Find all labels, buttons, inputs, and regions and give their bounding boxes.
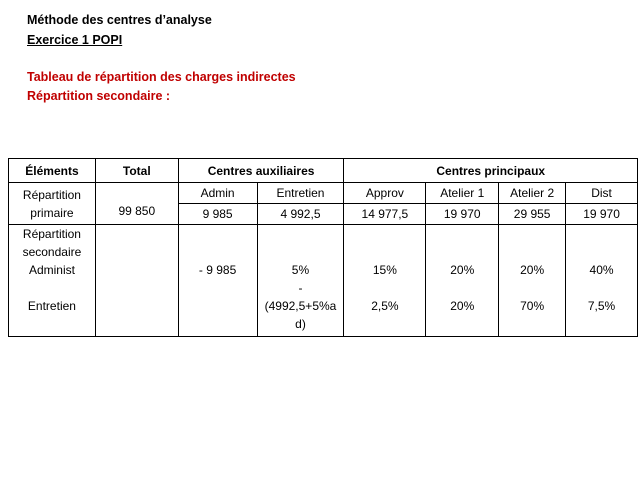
header-row [9, 159, 638, 183]
primary-label-line1: Répartition [22, 187, 81, 202]
admin-approv-value: 15% [372, 263, 397, 277]
section-label: Répartition secondaire : [27, 89, 171, 103]
document-title: Méthode des centres d’analyse [27, 13, 212, 27]
entretien-entretien-line1: - [298, 281, 303, 295]
secondary-dist [566, 225, 638, 337]
charges-table [8, 158, 638, 337]
primary-value: 4 992,5 [257, 204, 344, 225]
center-name: Atelier 2 [499, 183, 566, 204]
admin-entretien-value: 5% [291, 263, 310, 277]
secondary-entretien [257, 225, 344, 337]
primary-value: 9 985 [178, 204, 257, 225]
center-name: Approv [344, 183, 426, 204]
header-total: Total [95, 159, 178, 183]
secondary-approv [344, 225, 426, 337]
center-name: Entretien [257, 183, 344, 204]
admin-atelier2-value: 20% [520, 263, 545, 277]
admin-admin-value: - 9 985 [198, 263, 237, 277]
primary-total: 99 850 [95, 183, 178, 225]
secondary-total [95, 225, 178, 337]
entretien-dist-value: 7,5% [587, 299, 616, 313]
primary-value: 14 977,5 [344, 204, 426, 225]
table-row [9, 225, 638, 337]
entretien-entretien-line3: d) [295, 317, 306, 331]
center-name: Atelier 1 [426, 183, 499, 204]
header-elements: Éléments [9, 159, 96, 183]
header-principal-centers: Centres principaux [344, 159, 638, 183]
entretien-atelier2-value: 70% [520, 299, 545, 313]
exercise-subtitle: Exercice 1 POPI [27, 33, 123, 47]
secondary-atelier1 [426, 225, 499, 337]
center-name: Dist [566, 183, 638, 204]
secondary-label-entretien: Entretien [27, 299, 76, 313]
table-row [9, 183, 638, 204]
secondary-admin [178, 225, 257, 337]
secondary-label-admin: Administ [28, 263, 75, 277]
primary-label [9, 183, 96, 225]
secondary-atelier2 [499, 225, 566, 337]
primary-value: 19 970 [426, 204, 499, 225]
table-caption: Tableau de répartition des charges indirectes [27, 70, 296, 84]
admin-atelier1-value: 20% [450, 263, 475, 277]
secondary-label-line1: Répartition [22, 227, 81, 241]
admin-dist-value: 40% [589, 263, 614, 277]
secondary-label-line2: secondaire [22, 245, 82, 259]
primary-label-line2: primaire [30, 205, 74, 220]
entretien-approv-value: 2,5% [371, 299, 399, 313]
header-auxiliary-centers: Centres auxiliaires [178, 159, 344, 183]
entretien-entretien-line2: (4992,5+5%a [264, 299, 337, 313]
entretien-atelier1-value: 20% [450, 299, 475, 313]
primary-value: 29 955 [499, 204, 566, 225]
primary-value: 19 970 [566, 204, 638, 225]
secondary-label [9, 225, 96, 337]
center-name: Admin [178, 183, 257, 204]
